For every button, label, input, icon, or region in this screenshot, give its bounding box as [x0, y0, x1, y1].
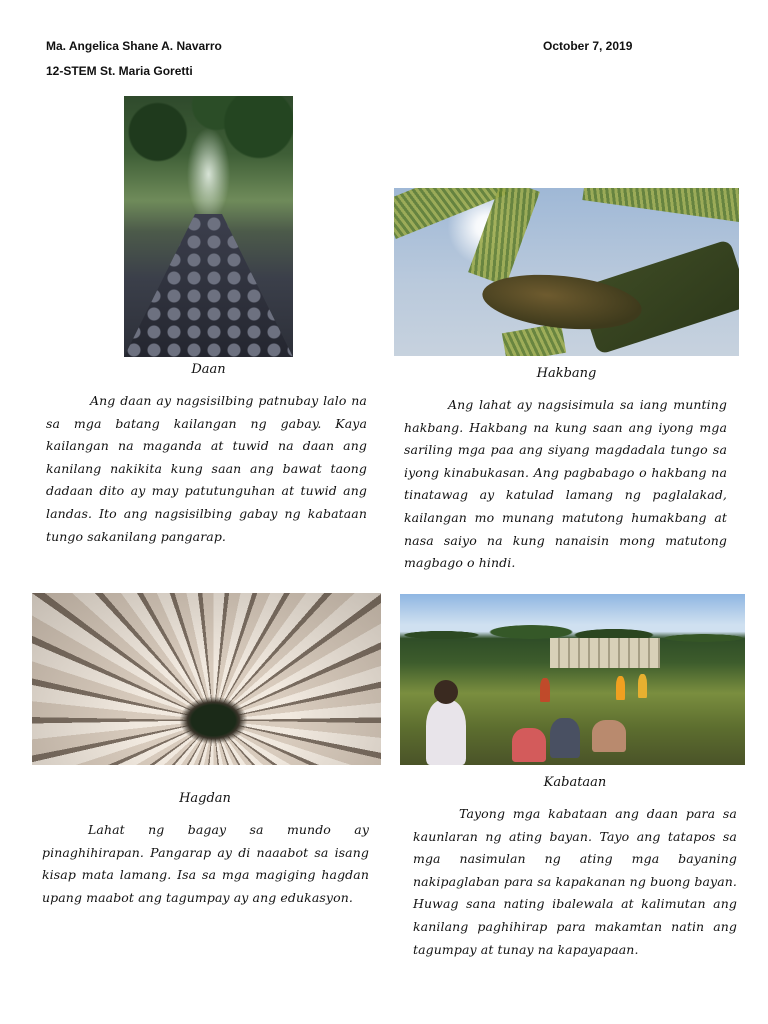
document-date: October 7, 2019 — [543, 39, 633, 53]
spiral-staircase-photo — [32, 593, 381, 765]
paragraph-hagdan: Lahat ng bagay sa mundo ay pinaghihirapan. Pangarap ay di naaabot sa isang kisap mata lamang. Isa sa mga magiging hagdan upang maabot ang tagumpay ay ang edukasyon. — [42, 822, 369, 905]
class-section: 12-STEM St. Maria Goretti — [46, 64, 193, 78]
caption-hakbang: Hakbang — [536, 366, 597, 381]
footstep-photo — [394, 188, 739, 356]
caption-kabataan: Kabataan — [543, 775, 607, 790]
paragraph-kabataan: Tayong mga kabataan ang daan para sa kaunlaran ng ating bayan. Tayo ang tatapos sa mga nasimulan ng ating mga bayaning nakipaglaban para sa kapakanan ng buong bayan. Huwag sana nating ibalewala at kalimutan ang kanilang paghihirap para makamtan natin ang tagumpay at tunay na kapayapaan. — [413, 806, 737, 957]
paragraph-hakbang: Ang lahat ay nagsisimula sa iang munting hakbang. Hakbang na kung saan ang iyong mga sariling mga paa ang siyang magdadala tungo sa iyong kinabukasan. Ang pagbabago o hakbang na tinatawag ay katulad lamang ng paglalakad, kailangan mo munang matutong humakbang at nasa saiyo na kung nanaisin mong matutong magbago o hindi. — [404, 397, 727, 571]
caption-daan: Daan — [191, 362, 226, 377]
caption-hagdan: Hagdan — [179, 791, 231, 806]
children-field-photo — [400, 594, 745, 765]
paragraph-daan: Ang daan ay nagsisilbing patnubay lalo na sa mga batang kailangan ng gabay. Kaya kailangan na maganda at tuwid na daan ang kanilang nakikita kung saan ang bawat taong dadaan dito ay may patutunguhan at tuwid ang landas. Ito ang nagsisilbing gabay ng kabataan tungo sakanilang pangarap. — [46, 393, 367, 544]
author-name: Ma. Angelica Shane A. Navarro — [46, 39, 222, 53]
path-photo — [124, 96, 293, 357]
